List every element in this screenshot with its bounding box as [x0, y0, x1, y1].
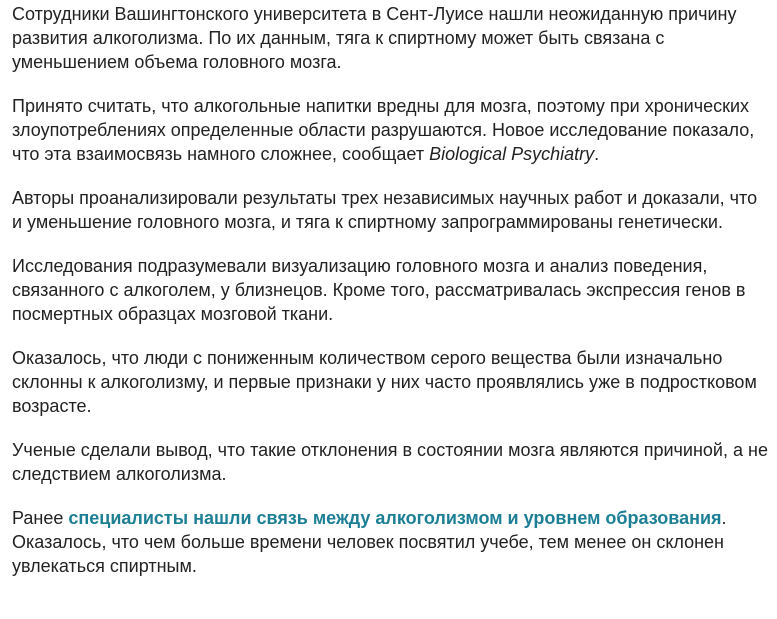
related-article-link[interactable]: специалисты нашли связь между алкоголизмом и уровнем образования [68, 508, 722, 528]
paragraph-7-after: . Оказалось, что чем больше времени человек посвятил учебе, тем менее он склонен увлекаться спиртным. [12, 508, 727, 576]
paragraph-2-end: . [594, 144, 600, 164]
paragraph-2-text: Принято считать, что алкогольные напитки вредны для мозга, поэтому при хронических злоупотреблениях определенные области разрушаются. Новое исследование показало, что эта взаимосвязь намного сложнее, сообщает [12, 96, 755, 164]
paragraph-5 [12, 346, 772, 418]
paragraph-3-text: Авторы проанализировали результаты трех независимых научных работ и доказали, что и уменьшение головного мозга, и тяга к спиртному запрограммированы генетически. [12, 188, 758, 232]
paragraph-4 [12, 254, 772, 326]
paragraph-1-text: Сотрудники Вашингтонского университета в Сент-Луисе нашли неожиданную причину развития алкоголизма. По их данным, тяга к спиртному может быть связана с уменьшением объема головного мозга. [12, 4, 737, 72]
article-body [12, 2, 772, 578]
paragraph-6-text: Ученые сделали вывод, что такие отклонения в состоянии мозга являются причиной, а не следствием алкоголизма. [12, 440, 768, 484]
paragraph-7 [12, 506, 772, 578]
paragraph-1 [12, 2, 772, 74]
source-name: Biological Psychiatry [429, 144, 595, 164]
paragraph-4-text: Исследования подразумевали визуализацию головного мозга и анализ поведения, связанного с алкоголем, у близнецов. Кроме того, рассматривалась экспрессия генов в посмертных образцах мозговой ткани. [12, 256, 746, 324]
paragraph-6 [12, 438, 772, 486]
paragraph-5-text: Оказалось, что люди с пониженным количеством серого вещества были изначально склонны к алкоголизму, и первые признаки у них часто проявлялись уже в подростковом возрасте. [12, 348, 757, 416]
paragraph-3 [12, 186, 772, 234]
paragraph-2 [12, 94, 772, 166]
paragraph-7-before: Ранее [12, 508, 69, 528]
